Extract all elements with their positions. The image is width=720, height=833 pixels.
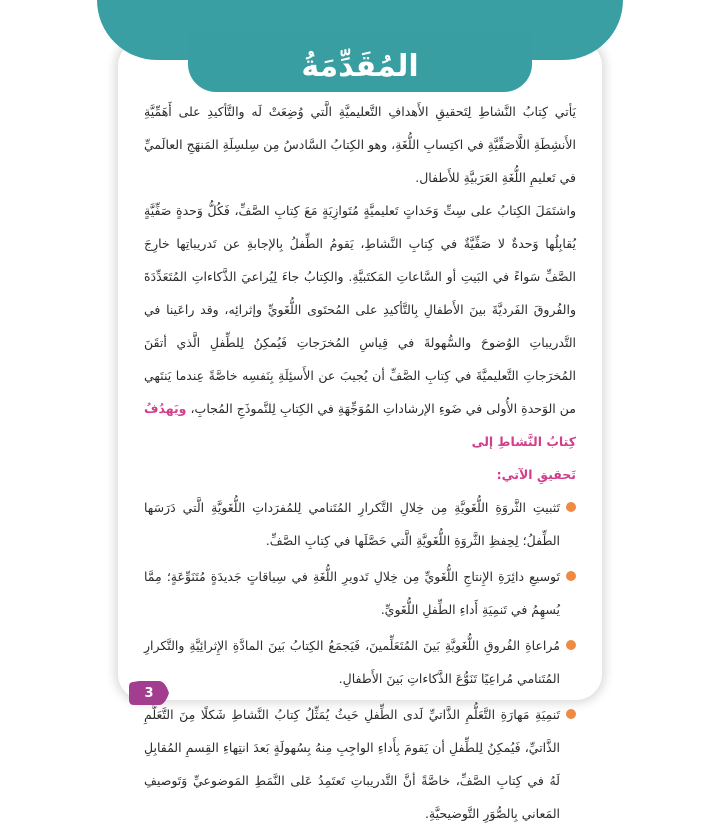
intro-section [144, 95, 576, 458]
bullet-dot-icon [566, 571, 576, 581]
objective-text: تَوسيعِ دائِرَةِ الإِنتاجِ اللُّغَويِّ مِن خِلالِ تَدويرِ اللُّغَةِ في سِياقاتٍ جَديدَةٍ مُتَنَوِّعَةٍ؛ مِمَّا يُسهِمُ في تَنمِيَةِ أَداءِ الطِّفلِ اللُّغَويِّ. [144, 569, 560, 617]
intro-paragraph-2 [144, 194, 576, 458]
objective-text: مُراعاةِ الفُروقِ اللُّغَويَّةِ بَينَ المُتَعَلِّمينَ، فَيَجمَعُ الكِتابُ بَينَ المادَّةِ الإِثرائِيَّةِ والتَّكرارِ المُتَنامي مُراعِيًا تَنَوُّعَ الذَّكاءاتِ بَينَ الأَطفالِ. [144, 638, 560, 686]
objectives-list [144, 491, 576, 830]
intro-paragraph-1: يَأتي كِتابُ النَّشاطِ لِتَحقيقِ الأَهدافِ التَّعليميَّةِ الَّتي وُضِعَتْ لَه والتَّأكيدِ على أَهَمِّيَّةِ الأَنشِطَةِ اللَّاصَفِّيَّةِ في اكتِسابِ اللُّغَةِ، وهو الكِتابُ السَّادسُ مِن سِلسِلَةِ المَنهَجِ العالَميِّ في تَعليمِ اللُّغَةِ العَرَبيَّةِ للأَطفال. [144, 104, 576, 185]
objectives-heading: تَحقيقِ الآتي: [496, 467, 576, 482]
objective-item [144, 629, 576, 695]
objective-text: تَنمِيَةِ مَهارَةِ التَّعَلُّمِ الذَّاتيِّ لَدى الطِّفلِ حَيثُ يُمَثِّلُ كِتابُ النَّشاطِ شَكلًا مِنَ التَّعَلُّمِ الذَّاتيِّ، فَيُمكِنُ لِلطِّفلِ أن يَقومَ بِأَداءِ الواجِبِ مِنهُ بِسُهولَةٍ بَعدَ انتِهاءِ القِسمِ المُقابِلِ لَهُ في كِتابِ الصَّفِّ، خاصَّةً أنَّ التَّدريباتِ تَعتَمِدُ عَلى النَّمَطِ المَوضوعيِّ وَتَوصيفِ المَعاني بِالصُّوَرِ التَّوضيحيَّةِ. [144, 707, 560, 821]
content [144, 95, 576, 833]
objective-item [144, 560, 576, 626]
objective-item [144, 698, 576, 830]
intro-highlight: ويَهدُفُ كِتابُ النَّشاطِ إلى [144, 401, 576, 449]
intro-paragraph-2-text: واشتَمَلَ الكِتابُ على سِتِّ وَحَداتٍ تَعليميَّةٍ مُتَوازِيَةٍ مَعَ كِتابِ الصَّفِّ، فَكُلُّ وَحدةٍ صَفِّيَّةٍ يُقابِلُها وَحدةٌ لا صَفِّيَّةٌ في كِتابِ النَّشاطِ، يَقومُ الطِّفلُ بِالإجابةِ عن تَدريباتِها خارِجَ الصَّفِّ سَواءً في البَيتِ أو السَّاعاتِ المَكتَبيَّةِ. والكِتابُ جاءَ لِيُراعيَ الذَّكاءاتِ المُتَعَدِّدَةَ والفُروقَ الفَرديَّةَ بينَ الأَطفالِ بِالتَّأكيدِ على المُحتَوى اللُّغَويِّ وإثرائِه، وقد راعَينا في التَّدريباتِ الوُضوحَ والسُّهولةَ في قِياسِ المُخرَجاتِ فَيُمكِنُ لِلطِّفلِ الَّذي أتقَنَ المُخرَجاتِ التَّعليميَّةَ في كِتابِ الصَّفِّ أن يُجيبَ عن الأَسئِلَةِ بِنَفسِه خاصَّةً عِندما يَنتَهي من الوَحدةِ الأُولى في ضَوءِ الإرشاداتِ المُوَجِّهَةِ في الكِتابِ لِلنَّموذَجِ المُجابِ، [144, 203, 576, 416]
bullet-dot-icon [566, 709, 576, 719]
bullet-dot-icon [566, 502, 576, 512]
objective-item [144, 491, 576, 557]
header-tab [188, 32, 532, 92]
objective-text: تَثبيتِ الثَّروَةِ اللُّغَويَّةِ مِن خِلالِ التَّكرارِ المُتَنامي لِلمُفرَداتِ اللُّغَويَّةِ الَّتي دَرَسَها الطِّفلُ؛ لِحِفظِ الثَّروَةِ اللُّغَويَّةِ الَّتي حَصَّلَها في كِتابِ الصَّفِّ. [144, 500, 560, 548]
page-number-badge [127, 678, 171, 708]
page-number: 3 [144, 685, 154, 701]
page-title: المُقَدِّمَةُ [301, 48, 419, 84]
bullet-dot-icon [566, 640, 576, 650]
